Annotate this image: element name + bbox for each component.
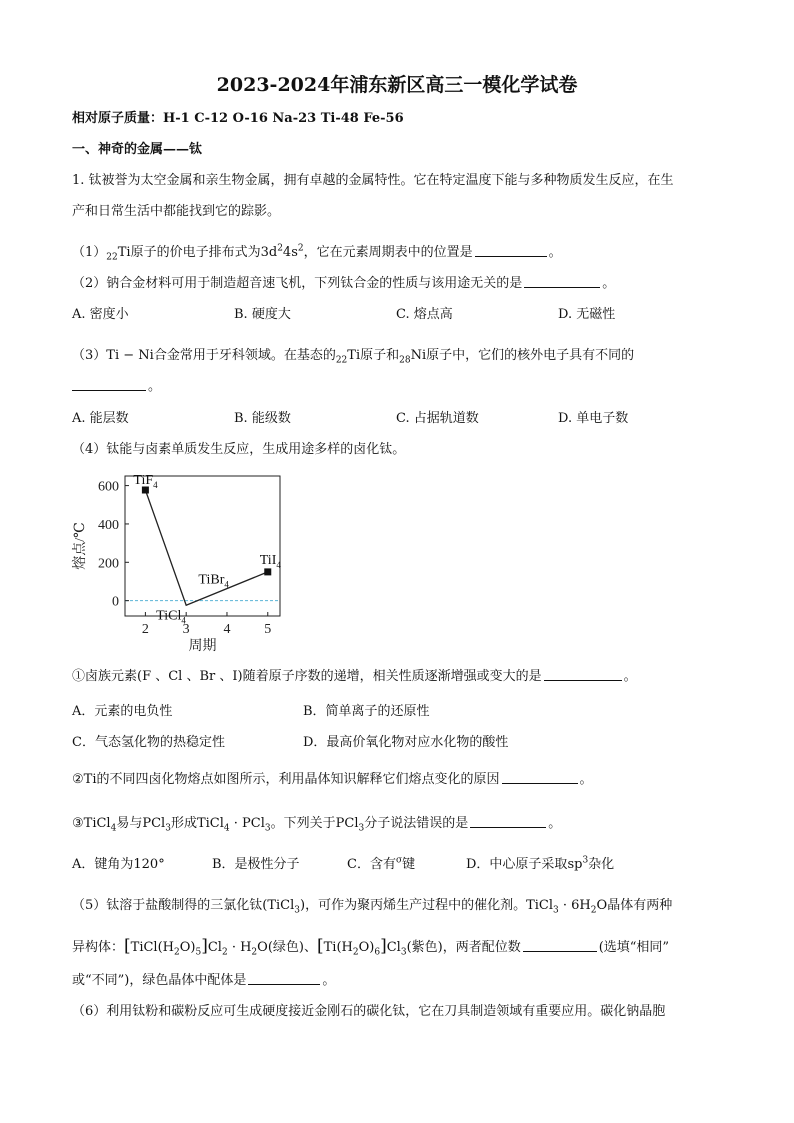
question-2: （2）钠合金材料可用于制造超音速飞机，下列钛合金的性质与该用途无关的是 。 bbox=[72, 276, 616, 291]
answer-blank[interactable] bbox=[523, 939, 597, 952]
y-tick-label: 600 bbox=[98, 479, 119, 495]
answer-blank[interactable] bbox=[475, 244, 547, 257]
ticl4-formula: TiCl$_4$ bbox=[83, 816, 117, 834]
q1-suffix: ，它在元素周期表中的位置是 bbox=[303, 245, 473, 260]
question-5: （5）钛溶于盐酸制得的三氯化钛(TiCl$_3$)，可作为聚丙烯生产过程中的催化剂。TiCl$_3$ · $6H_2O$晶体有两种 bbox=[72, 898, 673, 916]
q4-1-option-c[interactable]: C．气态氢化物的热稳定性 bbox=[72, 735, 225, 750]
q4-3-option-c[interactable]: C．含有$^\sigma$键 bbox=[347, 855, 416, 872]
y-tick-label: 0 bbox=[112, 594, 119, 610]
q3-option-b[interactable]: B. 能级数 bbox=[234, 411, 291, 426]
q2-option-b[interactable]: B. 硬度大 bbox=[234, 307, 291, 322]
x-tick-label: 2 bbox=[141, 622, 149, 637]
intro-line-2: 产和日常生活中都能找到它的踪影。 bbox=[72, 204, 281, 219]
data-point-label: TiCl$_4$ bbox=[156, 608, 186, 626]
y-tick-label: 200 bbox=[98, 556, 119, 572]
q3-option-d[interactable]: D. 单电子数 bbox=[558, 411, 629, 426]
q4-1-option-d[interactable]: D．最高价氧化物对应水化物的酸性 bbox=[303, 735, 509, 750]
tibr4-label: TiBr$_4$ bbox=[198, 572, 229, 590]
question-6: （6）利用钛粉和碳粉反应可生成硬度接近金刚石的碳化钛，它在刀具制造领域有重要应用。碳化钠晶胞 bbox=[72, 1004, 666, 1019]
hydrate-formula: TiCl$_3$ · $6H_2O$ bbox=[526, 898, 608, 916]
q1-prefix: （1） bbox=[72, 245, 107, 260]
question-4-1: ①卤族元素(F 、Cl 、Br 、I)随着原子序数的递增，相关性质逐渐增强或变大的是 。 bbox=[72, 669, 637, 684]
question-3-line-2: 。 bbox=[72, 378, 161, 396]
q4-3-option-a[interactable]: A．键角为120° bbox=[72, 857, 165, 872]
question-4-3: ③TiCl$_4$易与PCl$_3$形成TiCl$_4$ · PCl$_3$。下列关于PCl$_3$分子说法错误的是 。 bbox=[72, 816, 562, 834]
halogen-list: F 、Cl 、Br 、I bbox=[142, 669, 238, 684]
green-isomer-formula: $[TiCl(H_2O)_5]Cl_2 \cdot H_2O$ bbox=[124, 936, 268, 958]
series-line bbox=[145, 490, 267, 605]
q2-text: （2）钠合金材料可用于制造超音速飞机，下列钛合金的性质与该用途无关的是 bbox=[72, 276, 523, 291]
pcl3-formula: PCl$_3$ bbox=[142, 816, 171, 834]
data-point-label: TiI$_4$ bbox=[259, 552, 281, 570]
sigma-symbol: σ bbox=[395, 855, 403, 866]
q4-1-option-b[interactable]: B．简单离子的还原性 bbox=[303, 704, 430, 719]
data-point-marker bbox=[264, 568, 271, 575]
x-tick-label: 3 bbox=[182, 622, 190, 637]
answer-blank[interactable] bbox=[72, 378, 146, 391]
q4-3-option-b[interactable]: B．是极性分子 bbox=[212, 857, 300, 872]
answer-blank[interactable] bbox=[470, 815, 546, 828]
y-axis-label: 熔点/℃ bbox=[73, 522, 88, 570]
question-1: $(1)_{22}Ti$原子的价电子排布式为$3d^24s^2$，它在元素周期表中的位置是 。 bbox=[72, 243, 562, 263]
answer-blank[interactable] bbox=[502, 771, 578, 784]
q2-option-a[interactable]: A. 密度小 bbox=[72, 307, 129, 322]
q3-option-c[interactable]: C. 占据轨道数 bbox=[396, 411, 479, 426]
question-5-line-2: 异构体：$[TiCl(H_2O)_5]Cl_2 \cdot H_2O$(绿色)、$[Ti(H_2O)_6]Cl_3$(紫色)，两者配位数 (选填“相同” bbox=[72, 936, 670, 958]
question-4-2: ②Ti的不同四卤化物熔点如图所示，利用晶体知识解释它们熔点变化的原因 。 bbox=[72, 772, 593, 787]
section-heading: 一、神奇的金属——钛 bbox=[72, 142, 203, 157]
q2-option-c[interactable]: C. 熔点高 bbox=[396, 307, 453, 322]
answer-blank[interactable] bbox=[524, 275, 600, 288]
sp3-hybrid: $sp^3$ bbox=[567, 855, 589, 872]
ticl3-formula: TiCl$_3$ bbox=[267, 898, 301, 916]
x-tick-label: 5 bbox=[264, 622, 272, 637]
violet-isomer-formula: $[Ti(H_2O)_6]Cl_3$ bbox=[316, 936, 407, 958]
intro-line-1: 1. 钛被誉为太空金属和亲生物金属，拥有卓越的金属特性。它在特定温度下能与多种物质发生反应，在生 bbox=[72, 173, 674, 188]
valence-config: $3d^24s^2$ bbox=[260, 243, 304, 260]
y-tick-label: 400 bbox=[98, 517, 119, 533]
question-4: （4）钛能与卤素单质发生反应，生成用途多样的卤化钛。 bbox=[72, 442, 406, 457]
ti-symbol: Ti bbox=[83, 772, 97, 787]
answer-blank[interactable] bbox=[544, 668, 622, 681]
pcl3-formula: PCl$_3$ bbox=[335, 816, 365, 834]
q1-mid: 原子的价电子排布式为 bbox=[130, 245, 261, 260]
q4-1-option-a[interactable]: A．元素的电负性 bbox=[72, 704, 173, 719]
bond-angle: 120° bbox=[133, 857, 165, 872]
x-axis-label: 周期 bbox=[188, 639, 217, 653]
adduct-formula: TiCl$_4$ · PCl$_3$ bbox=[196, 816, 271, 834]
answer-blank[interactable] bbox=[248, 972, 320, 985]
ni-28-symbol: $_{28}$Ni bbox=[399, 348, 427, 366]
q2-option-d[interactable]: D. 无磁性 bbox=[558, 307, 616, 322]
page-title: 2023-2024年浦东新区高三一模化学试卷 bbox=[216, 74, 578, 96]
ti-22-symbol: $_{22}$Ti bbox=[335, 348, 361, 366]
data-point-label: TiF$_4$ bbox=[133, 473, 158, 490]
x-tick-label: 4 bbox=[223, 622, 231, 637]
atomic-mass-line: 相对原子质量：H-1 C-12 O-16 Na-23 Ti-48 Fe-56 bbox=[72, 111, 404, 126]
ti-ni-alloy: Ti − Ni bbox=[106, 348, 154, 363]
q3-option-a[interactable]: A. 能层数 bbox=[72, 411, 129, 426]
ti-22-symbol: $_{22}$Ti bbox=[106, 245, 131, 263]
question-3: （3）Ti − Ni合金常用于牙科领域。在基态的$_{22}$Ti原子和$_{28}$Ni原子中，它们的核外电子具有不同的 bbox=[72, 348, 635, 366]
melting-point-chart bbox=[70, 468, 300, 653]
q4-3-option-d[interactable]: D．中心原子采取$sp^3$杂化 bbox=[466, 855, 615, 872]
question-5-line-3: 或“不同”)，绿色晶体中配体是 。 bbox=[72, 973, 336, 988]
